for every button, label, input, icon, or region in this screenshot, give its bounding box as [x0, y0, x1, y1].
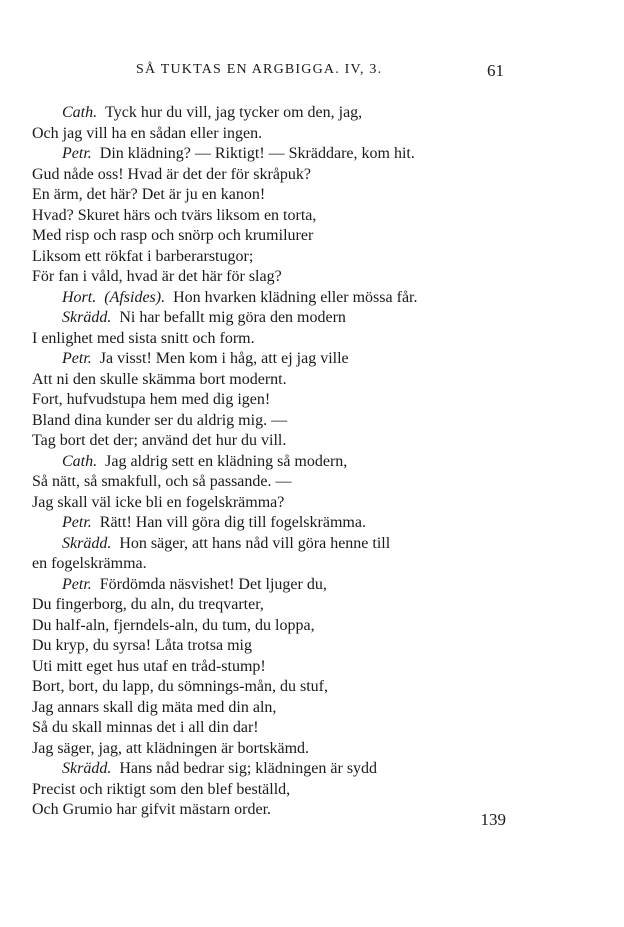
line-text: Du fingerborg, du aln, du treqvarter, [32, 596, 264, 613]
line-text: Jag aldrig sett en klädning så modern, [105, 452, 348, 470]
play-text [32, 103, 506, 821]
line-text: Gud nåde oss! Hvad är det der för skråpuk? [32, 165, 312, 183]
running-title: SÅ TUKTAS EN ARGBIGGA. IV, 3. [136, 62, 383, 77]
line-text: Jag annars skall dig mäta med din aln, [32, 698, 277, 716]
line-text: Med risp och rasp och snörp och krumilurer [32, 227, 314, 244]
verse-line [32, 534, 506, 555]
verse-line [32, 800, 506, 821]
verse-line [32, 206, 506, 227]
line-text: Och Grumio har gifvit mästarn order. [32, 801, 272, 818]
line-text: en fogelskrämma. [32, 555, 147, 572]
speaker-name: Hort. [62, 288, 97, 306]
line-text: Hon hvarken klädning eller mössa får. [173, 288, 418, 306]
printer-signature: 139 [480, 810, 506, 829]
verse-line [32, 575, 506, 596]
running-head [32, 62, 504, 82]
verse-line [32, 165, 506, 186]
verse-line [32, 636, 506, 657]
line-text: Fördömda näsvishet! Det ljuger du, [99, 575, 327, 593]
speaker-name: Cath. [62, 104, 98, 121]
line-text: Så du skall minnas det i all din dar! [32, 719, 259, 736]
verse-line [32, 370, 506, 391]
verse-line [32, 452, 506, 473]
verse-line [32, 103, 506, 124]
line-text: Bland dina kunder ser du aldrig mig. — [32, 411, 288, 429]
page-number: 61 [487, 61, 504, 80]
verse-line [32, 698, 506, 719]
verse-line [32, 780, 506, 801]
verse-line [32, 329, 506, 350]
speaker-name: Petr. [62, 514, 92, 531]
verse-line [32, 513, 506, 534]
verse-line [32, 554, 506, 575]
line-text: Jag säger, jag, att klädningen är bortskämd. [32, 739, 310, 757]
line-text: Hans nåd bedrar sig; klädningen är sydd [119, 760, 378, 777]
line-text: Bort, bort, du lapp, du sömnings-mån, du stuf, [32, 678, 328, 695]
verse-line [32, 411, 506, 432]
verse-line [32, 677, 506, 698]
line-text: Hon säger, att hans nåd vill göra henne till [119, 534, 391, 552]
line-text: Att ni den skulle skämma bort modernt. [32, 370, 287, 388]
verse-line [32, 431, 506, 452]
line-text: Hvad? Skuret härs och tvärs liksom en torta, [32, 206, 317, 224]
verse-line [32, 390, 506, 411]
verse-line [32, 247, 506, 268]
verse-line [32, 493, 506, 514]
speaker-name: Skrädd. [62, 309, 112, 326]
speaker-name: Skrädd. [62, 534, 112, 552]
line-text: Så nätt, så smakfull, och så passande. — [32, 473, 292, 490]
line-text: Tyck hur du vill, jag tycker om den, jag, [105, 104, 363, 121]
speaker-name: Cath. [62, 452, 98, 470]
verse-line [32, 124, 506, 145]
verse-line [32, 759, 506, 780]
verse-line [32, 288, 506, 309]
stage-direction: (Afsides). [104, 288, 166, 306]
line-text: Tag bort det der; använd det hur du vill. [32, 432, 287, 449]
verse-line [32, 616, 506, 637]
verse-line [32, 185, 506, 206]
line-text: Precist och riktigt som den blef beställd, [32, 780, 291, 798]
line-text: Ni har befallt mig göra den modern [119, 309, 346, 326]
line-text: Jag skall väl icke bli en fogelskrämma? [32, 493, 285, 511]
line-text: För fan i våld, hvad är det här för slag? [32, 268, 282, 285]
line-text: Du kryp, du syrsa! Låta trotsa mig [32, 637, 252, 654]
line-text: Rätt! Han vill göra dig till fogelskrämma. [99, 514, 366, 531]
verse-line [32, 472, 506, 493]
verse-line [32, 308, 506, 329]
verse-line [32, 718, 506, 739]
speaker-name: Skrädd. [62, 760, 112, 777]
line-text: Fort, hufvudstupa hem med dig igen! [32, 391, 271, 408]
speaker-name: Petr. [62, 145, 92, 162]
line-text: En ärm, det här? Det är ju en kanon! [32, 186, 266, 203]
line-text: Och jag vill ha en sådan eller ingen. [32, 124, 263, 142]
line-text: Din klädning? — Riktigt! — Skräddare, kom hit. [99, 145, 415, 162]
verse-line [32, 657, 506, 678]
verse-line [32, 144, 506, 165]
line-text: Liksom ett rökfat i barberarstugor; [32, 247, 254, 265]
line-text: Ja visst! Men kom i håg, att ej jag ville [99, 350, 349, 367]
line-text: Uti mitt eget hus utaf en tråd-stump! [32, 657, 266, 675]
line-text: Du half-aln, fjerndels-aln, du tum, du loppa, [32, 616, 315, 634]
line-text: I enlighet med sista snitt och form. [32, 329, 255, 347]
speaker-name: Petr. [62, 575, 92, 593]
verse-line [32, 739, 506, 760]
verse-line [32, 595, 506, 616]
verse-line [32, 267, 506, 288]
verse-line [32, 226, 506, 247]
verse-line [32, 349, 506, 370]
speaker-name: Petr. [62, 350, 92, 367]
